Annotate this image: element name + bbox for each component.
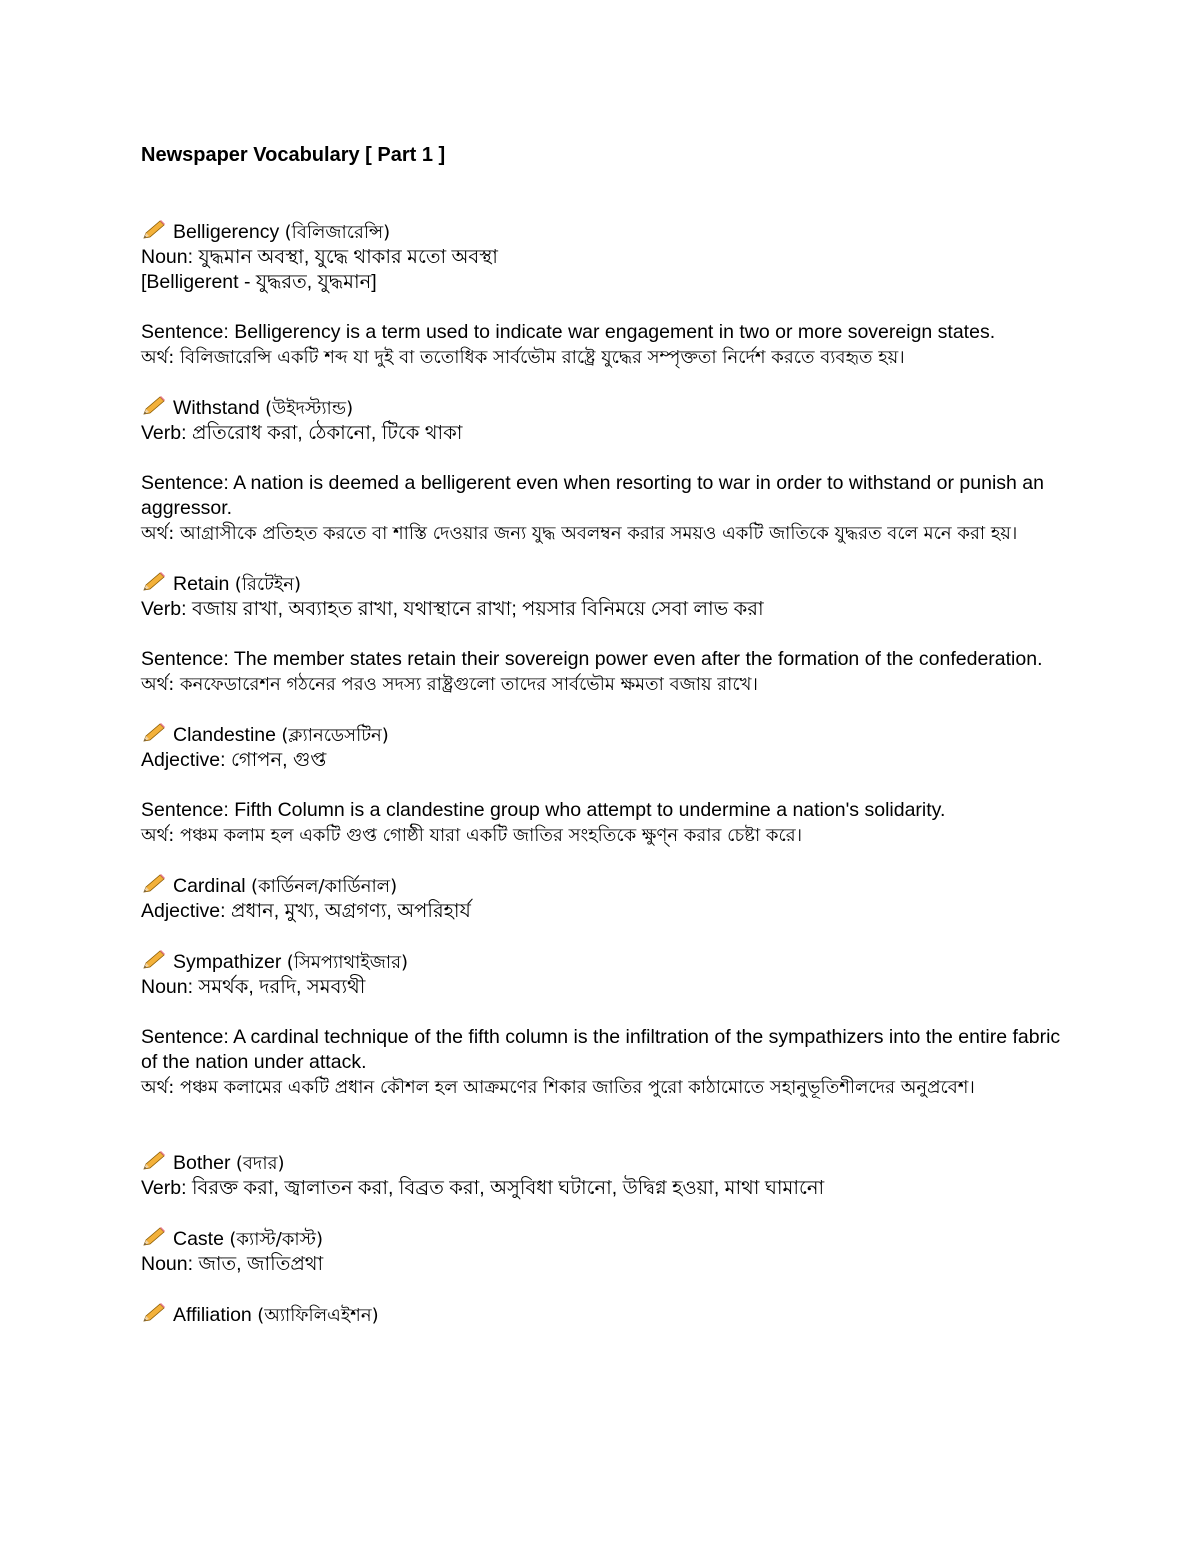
vocab-entry [141,873,1061,924]
vocab-word: Clandestine [173,724,276,746]
vocab-definition: Verb: বজায় রাখা, অব্যাহত রাখা, যথাস্থানে রাখা; পয়সার বিনিময়ে সেবা লাভ করা [141,598,764,620]
vocab-definition: Noun: জাত, জাতিপ্রথা [141,1253,324,1275]
vocab-entry [141,571,1061,697]
vocab-heading [141,1226,1061,1252]
vocab-pronunciation: (বিলিজারেন্সি) [284,222,391,243]
vocab-entry [141,1150,1061,1201]
vocab-meaning: অর্থ: কনফেডারেশন গঠনের পরও সদস্য রাষ্ট্রগুলো তাদের সার্বভৌম ক্ষমতা বজায় রাখে। [141,674,758,695]
vocab-entry [141,395,1061,546]
vocab-heading [141,1302,1061,1328]
pencil-icon [141,722,167,744]
vocab-heading [141,722,1061,748]
vocab-word: Sympathizer [173,951,282,973]
vocab-heading [141,571,1061,597]
pencil-icon [141,873,167,895]
vocab-pronunciation: (কার্ডিনল/কার্ডিনাল) [251,876,398,897]
vocab-meaning: অর্থ: পঞ্চম কলাম হল একটি গুপ্ত গোষ্ঠী যারা একটি জাতির সংহতিকে ক্ষুণ্ন করার চেষ্টা করে। [141,825,803,846]
vocab-heading [141,219,1061,245]
vocab-heading [141,395,1061,421]
vocab-definition: [Belligerent - যুদ্ধরত, যুদ্ধমান] [141,271,377,293]
vocab-sentence: Sentence: A cardinal technique of the fifth column is the infiltration of the sympathizers into the entire fabric of the nation under attack. [141,1026,1061,1073]
vocabulary-list [141,219,1061,1328]
pencil-icon [141,571,167,593]
document-title: Newspaper Vocabulary [ Part 1 ] [141,144,446,166]
vocab-word: Cardinal [173,875,246,897]
vocab-pronunciation: (ক্ল্যানডেসটিন) [281,725,389,746]
pencil-icon [141,395,167,417]
vocab-word: Withstand [173,397,260,419]
vocab-sentence: Sentence: A nation is deemed a belligerent even when resorting to war in order to withstand or punish an aggressor. [141,472,1044,519]
vocab-entry [141,219,1061,370]
vocab-meaning: অর্থ: পঞ্চম কলামের একটি প্রধান কৌশল হল আক্রমণের শিকার জাতির পুরো কাঠামোতে সহানুভূতিশীলদের অনুপ্রবেশ। [141,1077,975,1098]
pencil-icon [141,1302,167,1324]
vocab-pronunciation: (উইদস্ট্যান্ড) [265,398,354,419]
vocab-sentence: Sentence: Fifth Column is a clandestine group who attempt to undermine a nation's solidarity. [141,799,946,821]
vocab-word: Retain [173,573,230,595]
vocab-meaning: অর্থ: আগ্রাসীকে প্রতিহত করতে বা শাস্তি দেওয়ার জন্য যুদ্ধ অবলম্বন করার সময়ও একটি জাতিকে যুদ্ধরত বলে মনে করা হয়। [141,523,1018,544]
vocab-word: Belligerency [173,221,280,243]
vocab-heading [141,1150,1061,1176]
vocab-word: Caste [173,1228,224,1250]
pencil-icon [141,219,167,241]
vocab-definition: Adjective: গোপন, গুপ্ত [141,749,327,771]
vocab-meaning: অর্থ: বিলিজারেন্সি একটি শব্দ যা দুই বা ততোধিক সার্বভৌম রাষ্ট্রে যুদ্ধের সম্পৃক্ততা নির্দেশ করতে ব্যবহৃত হয়। [141,347,905,368]
pencil-icon [141,949,167,971]
vocab-definition: Adjective: প্রধান, মুখ্য, অগ্রগণ্য, অপরিহার্য [141,900,471,922]
vocab-word: Bother [173,1152,231,1174]
document-page [141,141,1061,1353]
vocab-pronunciation: (সিমপ্যাথাইজার) [286,952,408,973]
vocab-heading [141,949,1061,975]
vocab-entry [141,1302,1061,1328]
vocab-word: Affiliation [173,1304,252,1326]
vocab-entry [141,1226,1061,1277]
vocab-pronunciation: (অ্যাফিলিএইশন) [257,1305,379,1326]
vocab-definition: Verb: বিরক্ত করা, জ্বালাতন করা, বিব্রত করা, অসুবিধা ঘটানো, উদ্বিগ্ন হওয়া, মাথা ঘামানো [141,1177,825,1199]
vocab-entry [141,722,1061,848]
vocab-definition: Noun: যুদ্ধমান অবস্থা, যুদ্ধে থাকার মতো অবস্থা [141,246,498,268]
vocab-sentence: Sentence: Belligerency is a term used to indicate war engagement in two or more sovereign states. [141,321,996,343]
pencil-icon [141,1150,167,1172]
vocab-definition: Verb: প্রতিরোধ করা, ঠেকানো, টিকে থাকা [141,422,463,444]
vocab-pronunciation: (বদার) [235,1153,285,1174]
vocab-definition: Noun: সমর্থক, দরদি, সমব্যথী [141,976,366,998]
vocab-heading [141,873,1061,899]
vocab-pronunciation: (ক্যাস্ট/কাস্ট) [229,1229,324,1250]
pencil-icon [141,1226,167,1248]
vocab-sentence: Sentence: The member states retain their sovereign power even after the formation of the confederation. [141,648,1043,670]
vocab-pronunciation: (রিটেইন) [234,574,302,595]
vocab-entry [141,949,1061,1100]
